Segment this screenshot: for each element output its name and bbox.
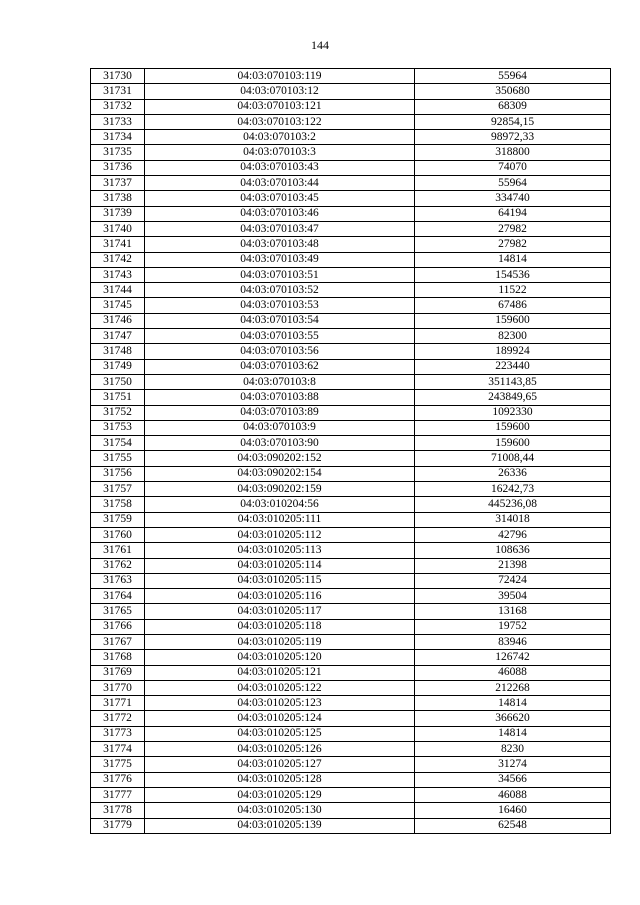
- cadastral-number-cell: 04:03:070103:46: [145, 206, 415, 221]
- cadastral-number-cell: 04:03:010205:111: [145, 512, 415, 527]
- table-row: [91, 742, 611, 757]
- cadastral-number-cell: 04:03:090202:152: [145, 451, 415, 466]
- table-row: [91, 267, 611, 282]
- cadastral-number-cell: 04:03:010205:130: [145, 803, 415, 818]
- row-number-cell: 31753: [91, 420, 145, 435]
- row-number-cell: 31731: [91, 84, 145, 99]
- cadastral-number-cell: 04:03:010205:119: [145, 634, 415, 649]
- row-number-cell: 31751: [91, 390, 145, 405]
- cadastral-number-cell: 04:03:070103:56: [145, 344, 415, 359]
- row-number-cell: 31773: [91, 726, 145, 741]
- row-number-cell: 31774: [91, 742, 145, 757]
- table-row: [91, 466, 611, 481]
- table-row: [91, 160, 611, 175]
- cadastral-number-cell: 04:03:010205:126: [145, 742, 415, 757]
- cadastral-number-cell: 04:03:010205:123: [145, 696, 415, 711]
- row-number-cell: 31730: [91, 69, 145, 84]
- table-row: [91, 512, 611, 527]
- table-row: [91, 176, 611, 191]
- table-row: [91, 451, 611, 466]
- cadastral-number-cell: 04:03:010205:124: [145, 711, 415, 726]
- table-row: [91, 634, 611, 649]
- cadastral-number-cell: 04:03:010205:114: [145, 558, 415, 573]
- cadastral-value-cell: 1092330: [415, 405, 611, 420]
- row-number-cell: 31746: [91, 313, 145, 328]
- cadastral-value-cell: 26336: [415, 466, 611, 481]
- table-row: [91, 803, 611, 818]
- row-number-cell: 31778: [91, 803, 145, 818]
- cadastral-number-cell: 04:03:010205:117: [145, 604, 415, 619]
- table-row: [91, 787, 611, 802]
- table-row: [91, 527, 611, 542]
- row-number-cell: 31779: [91, 818, 145, 833]
- cadastral-value-cell: 16460: [415, 803, 611, 818]
- row-number-cell: 31762: [91, 558, 145, 573]
- cadastral-value-cell: 14814: [415, 696, 611, 711]
- table-row: [91, 543, 611, 558]
- cadastral-value-cell: 42796: [415, 527, 611, 542]
- cadastral-number-cell: 04:03:070103:55: [145, 329, 415, 344]
- cadastral-number-cell: 04:03:070103:43: [145, 160, 415, 175]
- cadastral-value-cell: 34566: [415, 772, 611, 787]
- cadastral-value-cell: 350680: [415, 84, 611, 99]
- cadastral-number-cell: 04:03:070103:44: [145, 176, 415, 191]
- cadastral-number-cell: 04:03:070103:89: [145, 405, 415, 420]
- table-row: [91, 283, 611, 298]
- cadastral-number-cell: 04:03:010205:125: [145, 726, 415, 741]
- cadastral-number-cell: 04:03:010205:115: [145, 573, 415, 588]
- cadastral-number-cell: 04:03:070103:9: [145, 420, 415, 435]
- cadastral-value-cell: 67486: [415, 298, 611, 313]
- cadastral-number-cell: 04:03:070103:48: [145, 237, 415, 252]
- row-number-cell: 31747: [91, 329, 145, 344]
- cadastral-number-cell: 04:03:010205:116: [145, 589, 415, 604]
- cadastral-value-cell: 8230: [415, 742, 611, 757]
- cadastral-number-cell: 04:03:010205:139: [145, 818, 415, 833]
- cadastral-number-cell: 04:03:010205:120: [145, 650, 415, 665]
- row-number-cell: 31741: [91, 237, 145, 252]
- cadastral-number-cell: 04:03:070103:53: [145, 298, 415, 313]
- page-number: 144: [311, 38, 329, 52]
- cadastral-number-cell: 04:03:070103:3: [145, 145, 415, 160]
- cadastral-number-cell: 04:03:010204:56: [145, 497, 415, 512]
- cadastral-value-cell: 366620: [415, 711, 611, 726]
- row-number-cell: 31740: [91, 221, 145, 236]
- cadastral-number-cell: 04:03:070103:12: [145, 84, 415, 99]
- cadastral-value-cell: 318800: [415, 145, 611, 160]
- row-number-cell: 31733: [91, 114, 145, 129]
- cadastral-value-cell: 223440: [415, 359, 611, 374]
- row-number-cell: 31754: [91, 436, 145, 451]
- cadastral-value-cell: 82300: [415, 329, 611, 344]
- cadastral-value-cell: 83946: [415, 634, 611, 649]
- row-number-cell: 31755: [91, 451, 145, 466]
- table-row: [91, 252, 611, 267]
- row-number-cell: 31752: [91, 405, 145, 420]
- table-row: [91, 482, 611, 497]
- row-number-cell: 31776: [91, 772, 145, 787]
- row-number-cell: 31772: [91, 711, 145, 726]
- cadastral-value-cell: 14814: [415, 252, 611, 267]
- table-body: [91, 69, 611, 834]
- table-row: [91, 604, 611, 619]
- row-number-cell: 31769: [91, 665, 145, 680]
- table-row: [91, 374, 611, 389]
- cadastral-number-cell: 04:03:070103:122: [145, 114, 415, 129]
- row-number-cell: 31764: [91, 589, 145, 604]
- table-row: [91, 558, 611, 573]
- cadastral-value-cell: 98972,33: [415, 130, 611, 145]
- row-number-cell: 31735: [91, 145, 145, 160]
- cadastral-value-cell: 314018: [415, 512, 611, 527]
- row-number-cell: 31737: [91, 176, 145, 191]
- cadastral-value-cell: 11522: [415, 283, 611, 298]
- cadastral-number-cell: 04:03:070103:90: [145, 436, 415, 451]
- cadastral-number-cell: 04:03:070103:119: [145, 69, 415, 84]
- row-number-cell: 31739: [91, 206, 145, 221]
- cadastral-number-cell: 04:03:090202:154: [145, 466, 415, 481]
- table-row: [91, 84, 611, 99]
- cadastral-number-cell: 04:03:070103:47: [145, 221, 415, 236]
- cadastral-value-cell: 159600: [415, 420, 611, 435]
- row-number-cell: 31759: [91, 512, 145, 527]
- row-number-cell: 31761: [91, 543, 145, 558]
- cadastral-value-cell: 351143,85: [415, 374, 611, 389]
- row-number-cell: 31760: [91, 527, 145, 542]
- table-row: [91, 650, 611, 665]
- cadastral-value-cell: 445236,08: [415, 497, 611, 512]
- cadastral-value-table: [90, 68, 611, 834]
- row-number-cell: 31756: [91, 466, 145, 481]
- row-number-cell: 31768: [91, 650, 145, 665]
- row-number-cell: 31770: [91, 680, 145, 695]
- cadastral-value-cell: 212268: [415, 680, 611, 695]
- table-row: [91, 726, 611, 741]
- cadastral-value-cell: 68309: [415, 99, 611, 114]
- row-number-cell: 31765: [91, 604, 145, 619]
- cadastral-value-cell: 27982: [415, 237, 611, 252]
- cadastral-number-cell: 04:03:010205:112: [145, 527, 415, 542]
- cadastral-number-cell: 04:03:070103:88: [145, 390, 415, 405]
- cadastral-value-cell: 14814: [415, 726, 611, 741]
- cadastral-value-cell: 19752: [415, 619, 611, 634]
- table-row: [91, 711, 611, 726]
- cadastral-number-cell: 04:03:010205:121: [145, 665, 415, 680]
- cadastral-value-cell: 334740: [415, 191, 611, 206]
- cadastral-value-cell: 126742: [415, 650, 611, 665]
- cadastral-value-cell: 46088: [415, 787, 611, 802]
- table-row: [91, 206, 611, 221]
- cadastral-value-cell: 92854,15: [415, 114, 611, 129]
- row-number-cell: 31777: [91, 787, 145, 802]
- cadastral-number-cell: 04:03:010205:118: [145, 619, 415, 634]
- row-number-cell: 31743: [91, 267, 145, 282]
- table-row: [91, 329, 611, 344]
- cadastral-value-cell: 72424: [415, 573, 611, 588]
- cadastral-value-cell: 108636: [415, 543, 611, 558]
- row-number-cell: 31771: [91, 696, 145, 711]
- cadastral-number-cell: 04:03:070103:8: [145, 374, 415, 389]
- cadastral-number-cell: 04:03:070103:2: [145, 130, 415, 145]
- cadastral-value-cell: 189924: [415, 344, 611, 359]
- row-number-cell: 31757: [91, 482, 145, 497]
- table-row: [91, 420, 611, 435]
- cadastral-number-cell: 04:03:070103:49: [145, 252, 415, 267]
- cadastral-number-cell: 04:03:010205:128: [145, 772, 415, 787]
- cadastral-value-cell: 64194: [415, 206, 611, 221]
- row-number-cell: 31734: [91, 130, 145, 145]
- row-number-cell: 31749: [91, 359, 145, 374]
- cadastral-value-cell: 13168: [415, 604, 611, 619]
- table-row: [91, 114, 611, 129]
- row-number-cell: 31775: [91, 757, 145, 772]
- table-row: [91, 757, 611, 772]
- table-row: [91, 589, 611, 604]
- cadastral-value-cell: 74070: [415, 160, 611, 175]
- cadastral-value-cell: 62548: [415, 818, 611, 833]
- row-number-cell: 31767: [91, 634, 145, 649]
- table-row: [91, 99, 611, 114]
- row-number-cell: 31750: [91, 374, 145, 389]
- table-row: [91, 191, 611, 206]
- cadastral-value-cell: 27982: [415, 221, 611, 236]
- cadastral-value-cell: 159600: [415, 436, 611, 451]
- table-row: [91, 619, 611, 634]
- cadastral-number-cell: 04:03:070103:121: [145, 99, 415, 114]
- cadastral-value-cell: 154536: [415, 267, 611, 282]
- table-row: [91, 298, 611, 313]
- table-row: [91, 69, 611, 84]
- cadastral-value-cell: 55964: [415, 176, 611, 191]
- row-number-cell: 31742: [91, 252, 145, 267]
- row-number-cell: 31736: [91, 160, 145, 175]
- cadastral-number-cell: 04:03:010205:127: [145, 757, 415, 772]
- cadastral-value-cell: 243849,65: [415, 390, 611, 405]
- table-row: [91, 145, 611, 160]
- cadastral-number-cell: 04:03:070103:45: [145, 191, 415, 206]
- table-row: [91, 818, 611, 833]
- cadastral-value-cell: 31274: [415, 757, 611, 772]
- cadastral-number-cell: 04:03:070103:54: [145, 313, 415, 328]
- table-row: [91, 130, 611, 145]
- cadastral-number-cell: 04:03:010205:113: [145, 543, 415, 558]
- table-row: [91, 313, 611, 328]
- table-row: [91, 390, 611, 405]
- cadastral-value-cell: 21398: [415, 558, 611, 573]
- table-row: [91, 221, 611, 236]
- row-number-cell: 31732: [91, 99, 145, 114]
- row-number-cell: 31745: [91, 298, 145, 313]
- cadastral-value-cell: 71008,44: [415, 451, 611, 466]
- cadastral-number-cell: 04:03:090202:159: [145, 482, 415, 497]
- table-row: [91, 772, 611, 787]
- cadastral-number-cell: 04:03:010205:129: [145, 787, 415, 802]
- row-number-cell: 31738: [91, 191, 145, 206]
- cadastral-number-cell: 04:03:070103:62: [145, 359, 415, 374]
- table-row: [91, 696, 611, 711]
- table-row: [91, 573, 611, 588]
- cadastral-number-cell: 04:03:070103:52: [145, 283, 415, 298]
- cadastral-value-cell: 46088: [415, 665, 611, 680]
- row-number-cell: 31744: [91, 283, 145, 298]
- cadastral-number-cell: 04:03:070103:51: [145, 267, 415, 282]
- table-row: [91, 405, 611, 420]
- cadastral-value-cell: 55964: [415, 69, 611, 84]
- row-number-cell: 31748: [91, 344, 145, 359]
- table-row: [91, 665, 611, 680]
- table-row: [91, 497, 611, 512]
- table-row: [91, 237, 611, 252]
- table-row: [91, 344, 611, 359]
- cadastral-value-cell: 39504: [415, 589, 611, 604]
- row-number-cell: 31766: [91, 619, 145, 634]
- cadastral-value-cell: 159600: [415, 313, 611, 328]
- row-number-cell: 31758: [91, 497, 145, 512]
- table-row: [91, 359, 611, 374]
- cadastral-number-cell: 04:03:010205:122: [145, 680, 415, 695]
- table-row: [91, 680, 611, 695]
- cadastral-value-cell: 16242,73: [415, 482, 611, 497]
- table-row: [91, 436, 611, 451]
- row-number-cell: 31763: [91, 573, 145, 588]
